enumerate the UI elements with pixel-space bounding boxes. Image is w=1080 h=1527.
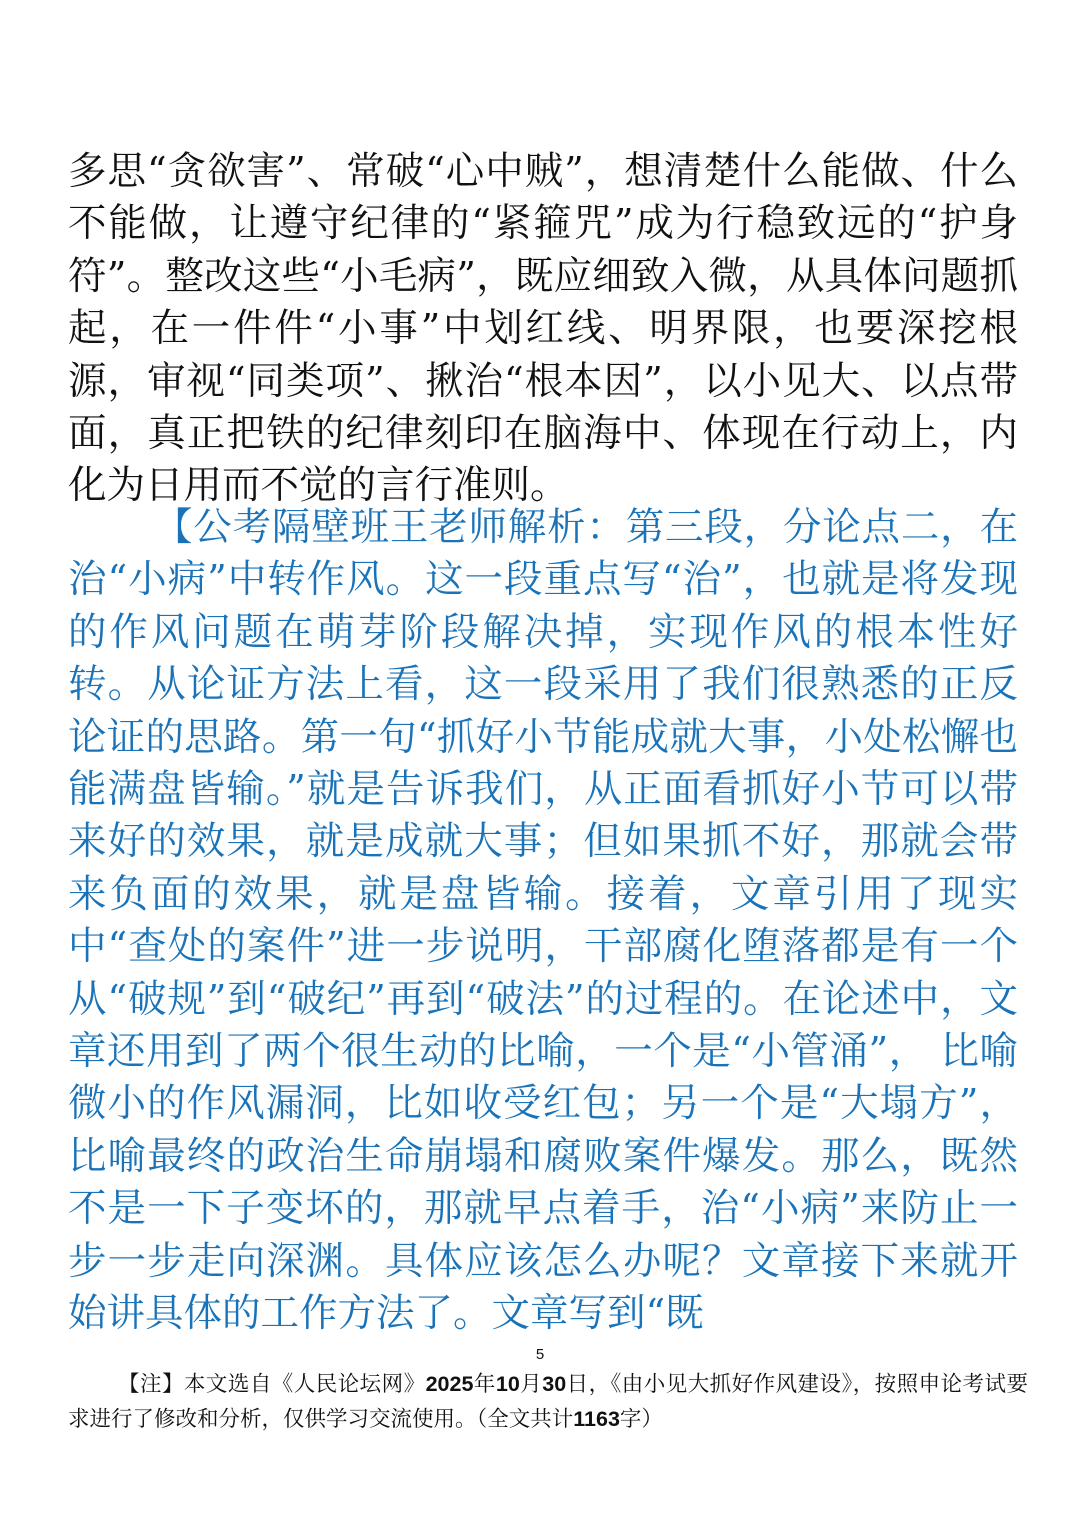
footnote-day-unit: 日，《由小见大抓好作风建设》，按照申论考试要求进行了修改和分析，仅供学习交流使用。（全文共计 — [68, 1372, 1028, 1432]
footnote-day: 30 — [542, 1372, 567, 1396]
footnote-month-unit: 月 — [519, 1372, 543, 1397]
analysis-paragraph: 【公考隔壁班王老师解析：第三段，分论点二，在治“小病”中转作风。这一段重点写“治”，也就是将发现的作风问题在萌芽阶段解决掉，实现作风的根本性好转。从论证方法上看，这一段采用了我们很熟悉的正反论证的思路。第一句“抓好小节能成就大事，小处松懈也能满盘皆输。”就是告诉我们，从正面看抓好小节可以带来好的效果，就是成就大事；但如果抓不好，那就会带来负面的效果，就是盘皆输。接着，文章引用了现实中“查处的案件”进一步说明，干部腐化堕落都是有一个从“破规”到“破纪”再到“破法”的过程的。在论述中，文章还用到了两个很生动的比喻，一个是“小管涌”， 比喻微小的作风漏洞，比如收受红包；另一个是“大塌方”，比喻最终的政治生命崩塌和腐败案件爆发。那么，既然不是一下子变坏的，那就早点着手，治“小病”来防止一步一步走向深渊。具体应该怎么办呢？文章接下来就开始讲具体的工作方法了。文章写到“既 — [68, 505, 1018, 1337]
footnote-prefix: 【注】本文选自《人民论坛网》 — [118, 1372, 426, 1397]
footnote-word-unit: 字） — [619, 1407, 663, 1432]
footnote-year-unit: 年 — [473, 1372, 496, 1397]
footnote-month: 10 — [495, 1372, 520, 1396]
body-paragraph: 多思“贪欲害”、常破“心中贼”，想清楚什么能做、什么不能做，让遵守纪律的“紧箍咒”成为行稳致远的“护身符”。整改这些“小毛病”，既应细致入微，从具体问题抓起，在一件件“小事”中划红线、明界限，也要深挖根源，审视“同类项”、揪治“根本因”，以小见大、以点带面，真正把铁的纪律刻印在脑海中、体现在行动上，内化为日用而不觉的言行准则。 — [68, 149, 1018, 509]
footnote-year: 2025 — [425, 1372, 474, 1396]
footnote-word-count: 1163 — [573, 1407, 620, 1431]
footnote — [68, 1367, 1028, 1437]
page-number: 5 — [535, 1346, 545, 1363]
